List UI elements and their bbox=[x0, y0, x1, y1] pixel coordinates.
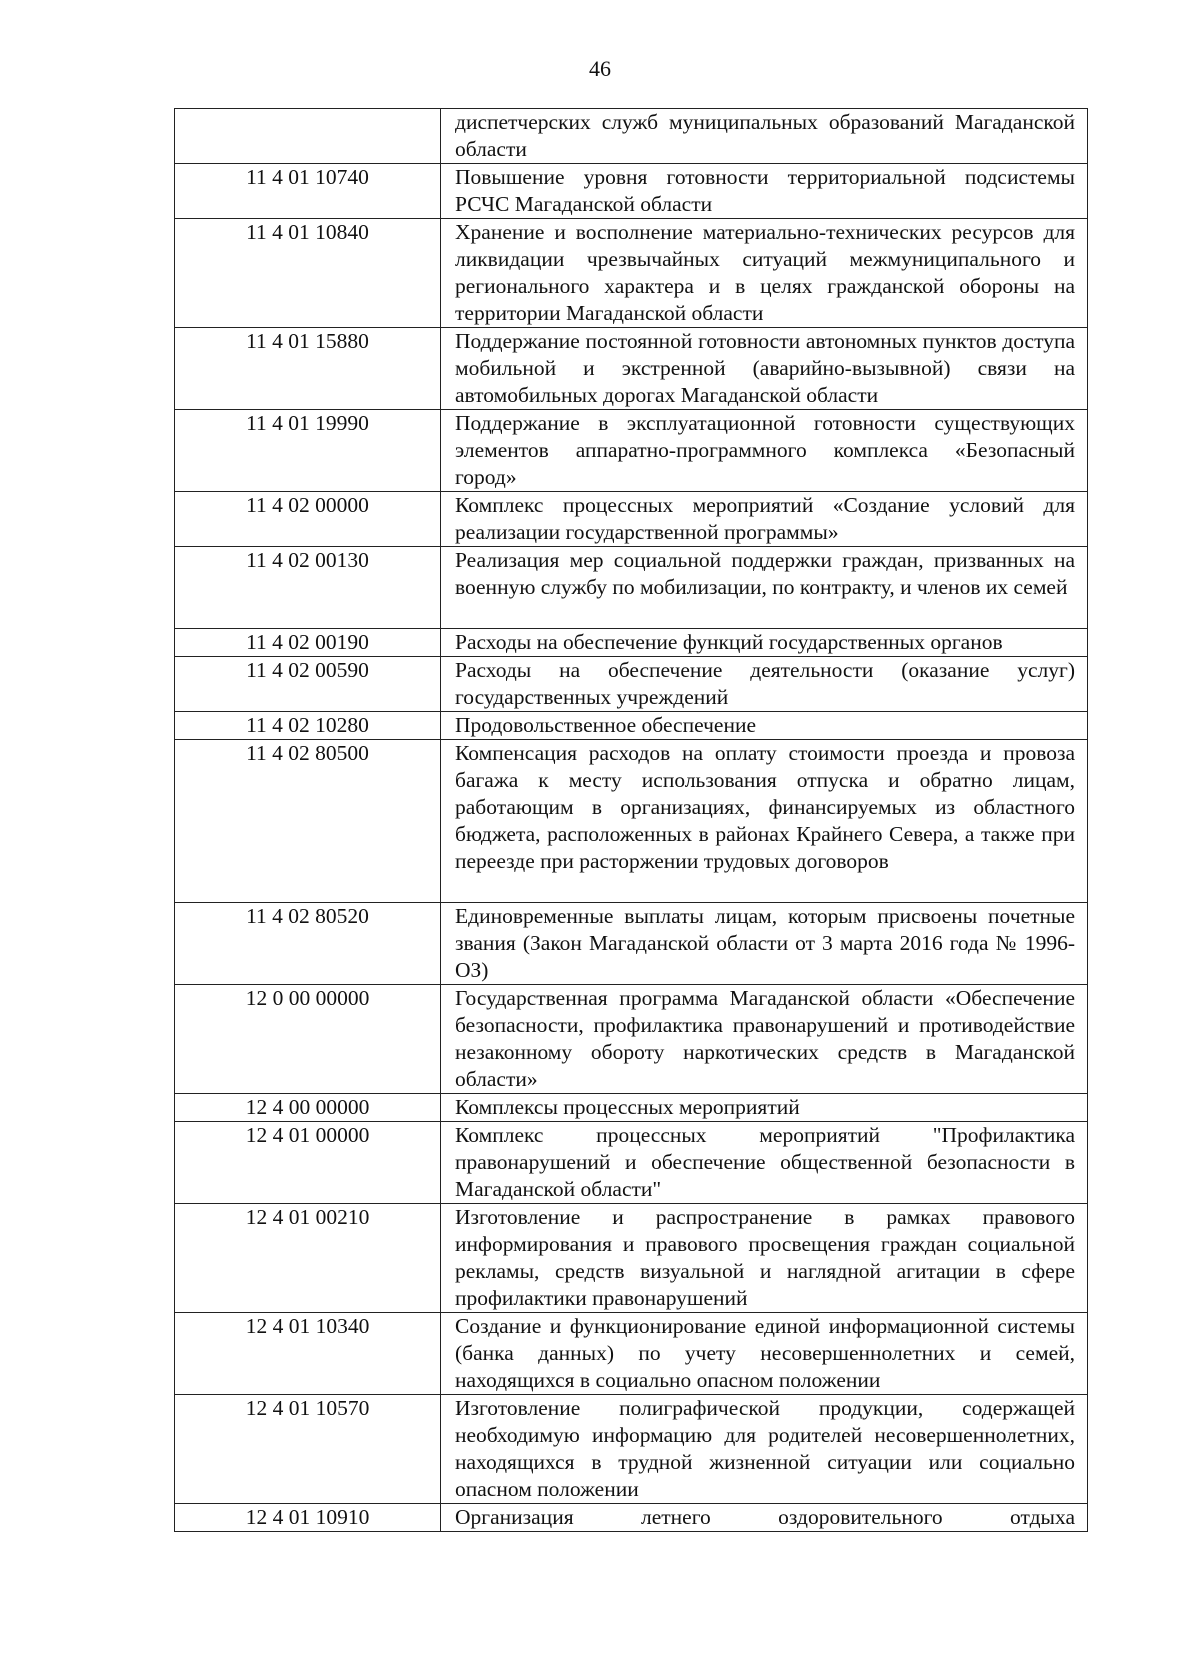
row-description: Комплекс процессных мероприятий "Профилактика правонарушений и обеспечение общественной безопасности в Магаданской области" bbox=[455, 1123, 1075, 1201]
table-row bbox=[175, 1503, 1087, 1531]
row-code: 12 4 01 00210 bbox=[175, 1204, 441, 1312]
budget-classification-table bbox=[174, 108, 1088, 1532]
table-row bbox=[175, 327, 1087, 409]
row-code: 12 4 01 10340 bbox=[175, 1313, 441, 1394]
row-code: 11 4 01 10740 bbox=[175, 164, 441, 218]
table-row bbox=[175, 218, 1087, 327]
table-row bbox=[175, 656, 1087, 711]
row-description: Изготовление полиграфической продукции, содержащей необходимую информацию для родителей несовершеннолетних, находящихся в трудной жизненной ситуации или социально опасном положении bbox=[455, 1396, 1075, 1501]
row-description: Поддержание в эксплуатационной готовности существующих элементов аппаратно-программного комплекса «Безопасный город» bbox=[455, 411, 1075, 489]
table-row bbox=[175, 739, 1087, 902]
table-row bbox=[175, 1093, 1087, 1121]
row-code: 11 4 02 00590 bbox=[175, 657, 441, 711]
row-code: 11 4 02 00000 bbox=[175, 492, 441, 546]
row-code: 11 4 02 00190 bbox=[175, 629, 441, 656]
row-code: 11 4 02 00130 bbox=[175, 547, 441, 628]
table-row bbox=[175, 1394, 1087, 1503]
row-description: Реализация мер социальной поддержки граждан, призванных на военную службу по мобилизации, по контракту, и членов их семей bbox=[455, 548, 1075, 599]
table-row bbox=[175, 1312, 1087, 1394]
row-code: 11 4 01 19990 bbox=[175, 410, 441, 491]
row-description: Поддержание постоянной готовности автономных пунктов доступа мобильной и экстренной (аварийно-вызывной) связи на автомобильных дорогах Магаданской области bbox=[455, 329, 1075, 407]
row-code: 11 4 01 10840 bbox=[175, 219, 441, 327]
page-number: 46 bbox=[589, 56, 611, 81]
table-row bbox=[175, 546, 1087, 628]
row-description: диспетчерских служб муниципальных образований Магаданской области bbox=[455, 110, 1075, 161]
table-row bbox=[175, 1121, 1087, 1203]
table-row bbox=[175, 491, 1087, 546]
row-description: Единовременные выплаты лицам, которым присвоены почетные звания (Закон Магаданской области от 3 марта 2016 года № 1996-ОЗ) bbox=[455, 904, 1075, 982]
table-row bbox=[175, 902, 1087, 984]
row-code: 12 4 01 10910 bbox=[175, 1504, 441, 1531]
row-description: Компенсация расходов на оплату стоимости проезда и провоза багажа к месту использования отпуска и обратно лицам, работающим в организациях, финансируемых из областного бюджета, расположенных в районах Крайнего Севера, а также при переезде при расторжении трудовых договоров bbox=[455, 741, 1075, 873]
row-code: 12 4 00 00000 bbox=[175, 1094, 441, 1121]
row-description: Расходы на обеспечение функций государственных органов bbox=[455, 630, 1003, 654]
row-description: Создание и функционирование единой информационной системы (банка данных) по учету несовершеннолетних и семей, находящихся в социально опасном положении bbox=[455, 1314, 1075, 1392]
row-code: 11 4 02 80520 bbox=[175, 903, 441, 984]
row-code bbox=[175, 109, 441, 163]
row-description: Хранение и восполнение материально-технических ресурсов для ликвидации чрезвычайных ситуаций межмуниципального и регионального характера и в целях гражданской обороны на территории Магаданской области bbox=[455, 220, 1075, 325]
row-description: Комплексы процессных мероприятий bbox=[455, 1095, 800, 1119]
row-code: 12 4 01 10570 bbox=[175, 1395, 441, 1503]
row-code: 11 4 02 10280 bbox=[175, 712, 441, 739]
row-description: Изготовление и распространение в рамках правового информирования и правового просвещения граждан социальной рекламы, средств визуальной и наглядной агитации в сфере профилактики правонарушений bbox=[455, 1205, 1075, 1310]
table-row bbox=[175, 163, 1087, 218]
table-row bbox=[175, 984, 1087, 1093]
row-code: 12 4 01 00000 bbox=[175, 1122, 441, 1203]
table-row bbox=[175, 409, 1087, 491]
row-code: 11 4 01 15880 bbox=[175, 328, 441, 409]
row-code: 11 4 02 80500 bbox=[175, 740, 441, 902]
table-row bbox=[175, 711, 1087, 739]
table-row bbox=[175, 109, 1087, 163]
table-row bbox=[175, 1203, 1087, 1312]
table-row bbox=[175, 628, 1087, 656]
row-description: Продовольственное обеспечение bbox=[455, 713, 756, 737]
row-code: 12 0 00 00000 bbox=[175, 985, 441, 1093]
row-description: Государственная программа Магаданской области «Обеспечение безопасности, профилактика правонарушений и противодействие незаконному обороту наркотических средств в Магаданской области» bbox=[455, 986, 1075, 1091]
row-description: Комплекс процессных мероприятий «Создание условий для реализации государственной программы» bbox=[455, 493, 1075, 544]
row-description: Расходы на обеспечение деятельности (оказание услуг) государственных учреждений bbox=[455, 658, 1075, 709]
row-description: Повышение уровня готовности территориальной подсистемы РСЧС Магаданской области bbox=[455, 165, 1075, 216]
row-description: Организация летнего оздоровительного отдыха bbox=[455, 1505, 1075, 1529]
